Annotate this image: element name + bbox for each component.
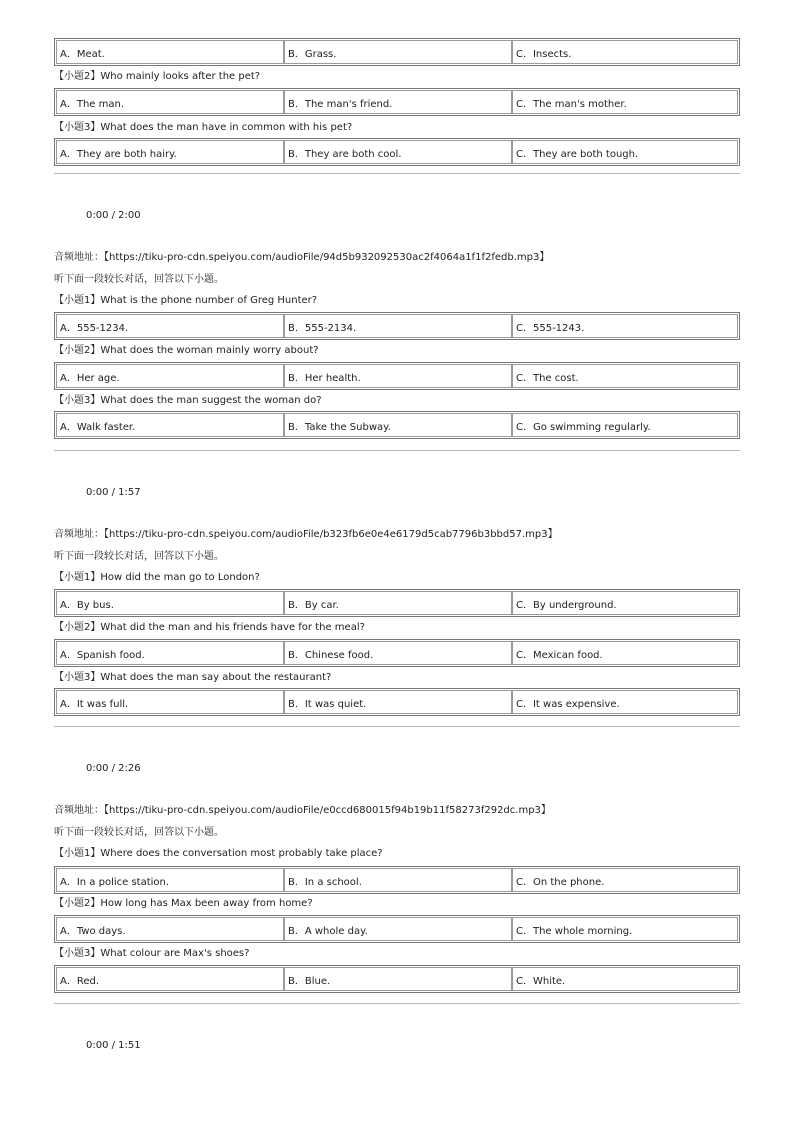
option-b[interactable]: B．Take the Subway. xyxy=(284,413,512,437)
option-c[interactable]: C．The whole morning. xyxy=(512,917,738,941)
section-divider xyxy=(54,450,740,451)
option-c[interactable]: C．White. xyxy=(512,967,738,991)
section-divider xyxy=(54,726,740,727)
option-b[interactable]: B．Blue. xyxy=(284,967,512,991)
option-b[interactable]: B．The man's friend. xyxy=(284,90,512,114)
audio-player-time[interactable]: 0:00 / 2:26 xyxy=(86,763,141,774)
option-c[interactable]: C．555-1243. xyxy=(512,314,738,338)
question-label: 【小题2】What does the woman mainly worry about? xyxy=(54,345,319,356)
question-label: 【小题2】Who mainly looks after the pet? xyxy=(54,71,261,82)
option-a[interactable]: A．In a police station. xyxy=(56,868,284,892)
question-label: 【小题1】Where does the conversation most probably take place? xyxy=(54,848,383,859)
option-a[interactable]: A．By bus. xyxy=(56,591,284,615)
option-b[interactable]: B．Her health. xyxy=(284,364,512,388)
options-table xyxy=(54,362,740,390)
option-c[interactable]: C．Insects. xyxy=(512,40,738,64)
instruction-text: 听下面一段较长对话，回答以下小题。 xyxy=(54,274,224,285)
options-table xyxy=(54,138,740,166)
option-a[interactable]: A．555-1234. xyxy=(56,314,284,338)
option-c[interactable]: C．They are both tough. xyxy=(512,140,738,164)
option-c[interactable]: C．The man's mother. xyxy=(512,90,738,114)
option-c[interactable]: C．By underground. xyxy=(512,591,738,615)
option-a[interactable]: A．It was full. xyxy=(56,690,284,714)
section-divider xyxy=(54,1003,740,1004)
options-table xyxy=(54,688,740,716)
option-b[interactable]: B．Grass. xyxy=(284,40,512,64)
audio-player-time[interactable]: 0:00 / 1:51 xyxy=(86,1040,141,1051)
question-label: 【小题3】What does the man suggest the woman do? xyxy=(54,395,322,406)
option-c[interactable]: C．It was expensive. xyxy=(512,690,738,714)
option-a[interactable]: A．Her age. xyxy=(56,364,284,388)
options-table xyxy=(54,88,740,116)
option-c[interactable]: C．Mexican food. xyxy=(512,641,738,665)
option-c[interactable]: C．On the phone. xyxy=(512,868,738,892)
option-a[interactable]: A．Walk faster. xyxy=(56,413,284,437)
option-a[interactable]: A．Spanish food. xyxy=(56,641,284,665)
option-c[interactable]: C．Go swimming regularly. xyxy=(512,413,738,437)
options-table xyxy=(54,589,740,617)
option-c[interactable]: C．The cost. xyxy=(512,364,738,388)
instruction-text: 听下面一段较长对话，回答以下小题。 xyxy=(54,827,224,838)
option-b[interactable]: B．It was quiet. xyxy=(284,690,512,714)
question-label: 【小题3】What does the man say about the restaurant? xyxy=(54,672,332,683)
question-label: 【小题2】What did the man and his friends have for the meal? xyxy=(54,622,365,633)
option-b[interactable]: B．A whole day. xyxy=(284,917,512,941)
option-b[interactable]: B．They are both cool. xyxy=(284,140,512,164)
options-table xyxy=(54,38,740,66)
section-divider xyxy=(54,173,740,174)
option-b[interactable]: B．555-2134. xyxy=(284,314,512,338)
option-a[interactable]: A．They are both hairy. xyxy=(56,140,284,164)
audio-player-time[interactable]: 0:00 / 1:57 xyxy=(86,487,141,498)
audio-player-time[interactable]: 0:00 / 2:00 xyxy=(86,210,141,221)
question-label: 【小题3】What colour are Max's shoes? xyxy=(54,948,250,959)
option-a[interactable]: A．The man. xyxy=(56,90,284,114)
option-a[interactable]: A．Meat. xyxy=(56,40,284,64)
options-table xyxy=(54,866,740,894)
audio-url-line: 音频地址：【https://tiku-pro-cdn.speiyou.com/audioFile/b323fb6e0e4e6179d5cab7796b3bbd57.mp3】 xyxy=(54,529,558,540)
options-table xyxy=(54,411,740,439)
option-b[interactable]: B．In a school. xyxy=(284,868,512,892)
audio-url-line: 音频地址：【https://tiku-pro-cdn.speiyou.com/audioFile/e0ccd680015f94b19b11f58273f292dc.mp3】 xyxy=(54,805,551,816)
question-label: 【小题1】How did the man go to London? xyxy=(54,572,260,583)
option-a[interactable]: A．Two days. xyxy=(56,917,284,941)
options-table xyxy=(54,312,740,340)
question-label: 【小题1】What is the phone number of Greg Hunter? xyxy=(54,295,318,306)
audio-url-line: 音频地址：【https://tiku-pro-cdn.speiyou.com/audioFile/94d5b932092530ac2f4064a1f1f2fedb.mp3】 xyxy=(54,252,550,263)
instruction-text: 听下面一段较长对话，回答以下小题。 xyxy=(54,551,224,562)
options-table xyxy=(54,965,740,993)
option-b[interactable]: B．Chinese food. xyxy=(284,641,512,665)
question-label: 【小题3】What does the man have in common with his pet? xyxy=(54,122,353,133)
option-a[interactable]: A．Red. xyxy=(56,967,284,991)
question-label: 【小题2】How long has Max been away from home? xyxy=(54,898,313,909)
option-b[interactable]: B．By car. xyxy=(284,591,512,615)
options-table xyxy=(54,639,740,667)
options-table xyxy=(54,915,740,943)
